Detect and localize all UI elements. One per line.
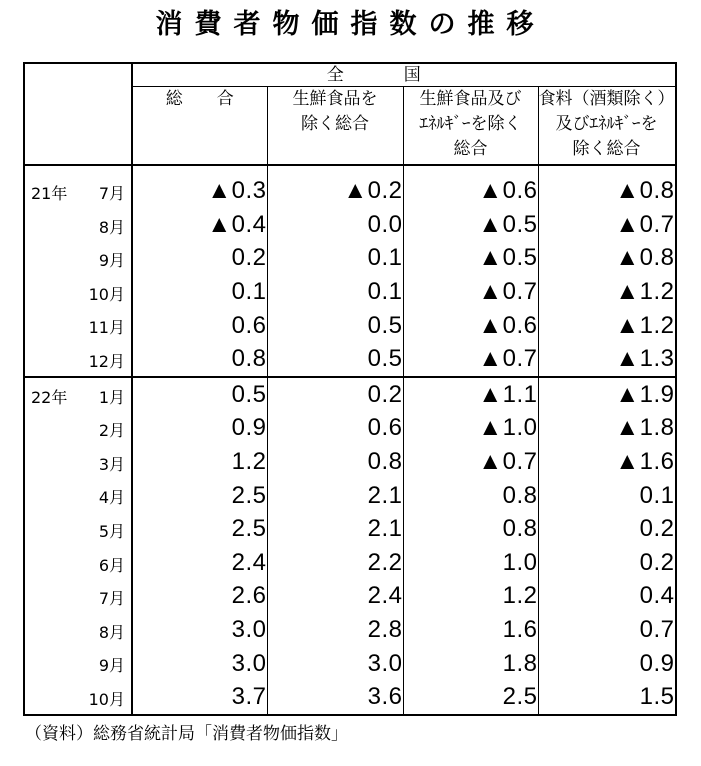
column-header-line: 総 合 xyxy=(165,89,234,109)
value-cell: ▲0.3 xyxy=(132,174,267,208)
value-cell: 0.1 xyxy=(267,275,403,309)
value-cell: 2.4 xyxy=(132,546,267,580)
value-cell: 0.2 xyxy=(538,512,676,546)
value-cell: ▲1.6 xyxy=(538,445,676,479)
value-cell: ▲0.4 xyxy=(132,208,267,242)
row-label xyxy=(24,208,132,242)
value-cell: 0.2 xyxy=(132,241,267,275)
value-cell: ▲1.9 xyxy=(538,377,676,412)
column-header-1 xyxy=(132,87,267,166)
column-header-line: 生鮮食品及び xyxy=(419,89,522,109)
value-cell: 0.4 xyxy=(538,579,676,613)
value-cell: 0.5 xyxy=(132,377,267,412)
value-cell: 3.0 xyxy=(132,613,267,647)
spacer-cell xyxy=(132,165,267,174)
value-cell: ▲0.5 xyxy=(403,241,538,275)
table-row xyxy=(24,275,676,309)
value-cell: ▲0.8 xyxy=(538,174,676,208)
value-cell: ▲1.0 xyxy=(403,411,538,445)
column-header-line: 及びｴﾈﾙｷﾞｰを xyxy=(555,114,658,134)
value-cell: 1.8 xyxy=(403,646,538,680)
table-row xyxy=(24,579,676,613)
value-cell: 0.7 xyxy=(538,613,676,647)
value-cell: ▲0.2 xyxy=(267,174,403,208)
row-label xyxy=(24,646,132,680)
row-label xyxy=(24,411,132,445)
row-month: 11月 xyxy=(88,318,125,338)
value-cell: 0.8 xyxy=(132,342,267,377)
value-cell: 0.0 xyxy=(267,208,403,242)
column-header-4 xyxy=(538,87,676,166)
table-row xyxy=(24,377,676,412)
value-cell: 0.5 xyxy=(267,308,403,342)
column-header-line: 生鮮食品を xyxy=(292,89,378,109)
value-cell: 0.9 xyxy=(538,646,676,680)
row-label xyxy=(24,445,132,479)
value-cell: 0.2 xyxy=(267,377,403,412)
value-cell: ▲0.7 xyxy=(538,208,676,242)
value-cell: ▲0.6 xyxy=(403,308,538,342)
row-label xyxy=(24,680,132,715)
value-cell: 0.8 xyxy=(267,445,403,479)
value-cell: 0.1 xyxy=(538,478,676,512)
value-cell: 1.2 xyxy=(132,445,267,479)
value-cell: 1.5 xyxy=(538,680,676,715)
value-cell: 1.0 xyxy=(403,546,538,580)
value-cell: 2.5 xyxy=(132,512,267,546)
value-cell: 3.0 xyxy=(267,646,403,680)
value-cell: ▲0.7 xyxy=(403,445,538,479)
table-row xyxy=(24,646,676,680)
row-label xyxy=(24,512,132,546)
value-cell: 2.2 xyxy=(267,546,403,580)
row-month: 10月 xyxy=(88,689,125,709)
row-month: 2月 xyxy=(98,421,125,441)
value-cell: ▲0.5 xyxy=(403,208,538,242)
row-month: 8月 xyxy=(98,622,125,642)
value-cell: ▲1.2 xyxy=(538,308,676,342)
row-year: 22年 xyxy=(31,387,68,407)
column-header-line: 除く総合 xyxy=(572,139,641,159)
row-label xyxy=(24,174,132,208)
value-cell: 3.7 xyxy=(132,680,267,715)
row-label xyxy=(24,275,132,309)
value-cell: ▲0.7 xyxy=(403,275,538,309)
row-label xyxy=(24,377,132,412)
value-cell: 2.5 xyxy=(403,680,538,715)
row-month: 12月 xyxy=(88,351,125,371)
row-label xyxy=(24,342,132,377)
value-cell: 0.2 xyxy=(538,546,676,580)
header-corner xyxy=(24,63,132,165)
row-month: 7月 xyxy=(98,184,125,203)
value-cell: 2.8 xyxy=(267,613,403,647)
page-title: 消費者物価指数の推移 xyxy=(155,9,546,40)
row-label xyxy=(24,579,132,613)
value-cell: 0.6 xyxy=(132,308,267,342)
table-row xyxy=(24,445,676,479)
header-spacer-row xyxy=(24,165,676,174)
column-header-line: 総合 xyxy=(453,139,488,159)
row-label xyxy=(24,241,132,275)
value-cell: 2.4 xyxy=(267,579,403,613)
table-row xyxy=(24,241,676,275)
cpi-table xyxy=(23,62,677,716)
row-label xyxy=(24,478,132,512)
table-row xyxy=(24,680,676,715)
column-header-line: 食料（酒類除く） xyxy=(538,89,675,109)
value-cell: 3.0 xyxy=(132,646,267,680)
table-row xyxy=(24,613,676,647)
column-header-3 xyxy=(403,87,538,166)
source-note: （資料）総務省統計局「消費者物価指数」 xyxy=(25,724,348,744)
table-row xyxy=(24,546,676,580)
value-cell: ▲1.1 xyxy=(403,377,538,412)
value-cell: 0.1 xyxy=(132,275,267,309)
value-cell: ▲0.6 xyxy=(403,174,538,208)
column-header-2 xyxy=(267,87,403,166)
value-cell: ▲1.2 xyxy=(538,275,676,309)
spacer-cell xyxy=(403,165,538,174)
row-year: 21年 xyxy=(31,184,68,203)
value-cell: ▲0.8 xyxy=(538,241,676,275)
value-cell: ▲1.8 xyxy=(538,411,676,445)
row-month: 8月 xyxy=(98,217,125,237)
spacer-cell xyxy=(24,165,132,174)
value-cell: ▲1.3 xyxy=(538,342,676,377)
row-month: 7月 xyxy=(98,589,125,609)
spacer-cell xyxy=(267,165,403,174)
column-header-line: ｴﾈﾙｷﾞｰを除く xyxy=(419,114,522,134)
row-month: 9月 xyxy=(98,251,125,271)
table-row xyxy=(24,174,676,208)
table-row xyxy=(24,478,676,512)
row-month: 4月 xyxy=(98,488,125,508)
value-cell: 0.9 xyxy=(132,411,267,445)
row-label xyxy=(24,613,132,647)
row-month: 6月 xyxy=(98,555,125,575)
value-cell: 0.5 xyxy=(267,342,403,377)
value-cell: 2.5 xyxy=(132,478,267,512)
table-row xyxy=(24,308,676,342)
value-cell: 3.6 xyxy=(267,680,403,715)
row-label xyxy=(24,308,132,342)
table-row xyxy=(24,411,676,445)
value-cell: 0.8 xyxy=(403,478,538,512)
header-group-label: 全国 xyxy=(132,63,676,87)
spacer-cell xyxy=(538,165,676,174)
value-cell: 1.6 xyxy=(403,613,538,647)
table-row xyxy=(24,208,676,242)
table-row xyxy=(24,342,676,377)
value-cell: ▲0.7 xyxy=(403,342,538,377)
column-header-line: 除く総合 xyxy=(301,114,369,134)
row-month: 9月 xyxy=(98,656,125,676)
row-label xyxy=(24,546,132,580)
value-cell: 0.6 xyxy=(267,411,403,445)
table-row xyxy=(24,512,676,546)
row-month: 1月 xyxy=(98,387,125,407)
value-cell: 0.8 xyxy=(403,512,538,546)
value-cell: 2.1 xyxy=(267,512,403,546)
row-month: 10月 xyxy=(88,284,125,304)
row-month: 5月 xyxy=(98,521,125,541)
value-cell: 1.2 xyxy=(403,579,538,613)
value-cell: 2.1 xyxy=(267,478,403,512)
row-month: 3月 xyxy=(98,454,125,474)
value-cell: 2.6 xyxy=(132,579,267,613)
value-cell: 0.1 xyxy=(267,241,403,275)
